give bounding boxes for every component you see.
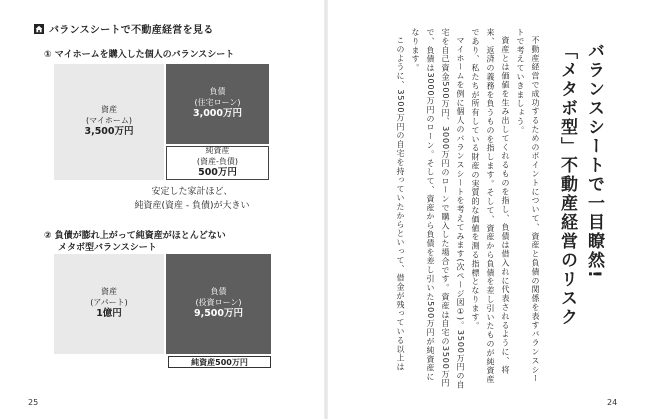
body-text	[367, 28, 543, 390]
book-gutter	[324, 0, 328, 419]
case1-asset-value: 3,500万円	[84, 126, 134, 138]
right-page-number: 24	[607, 398, 618, 407]
left-page-number: 25	[28, 398, 39, 407]
case2-asset-label: 資産 (アパート)	[90, 286, 128, 307]
case2-liability-label: 負債 (投資ローン)	[195, 286, 242, 307]
body-paragraph: 資産とは価値を生み出してくれるものを指し、負債は借入れに代表されるように、将来、返済の義務を負うものを指します。そして、資産から負債を差し引いたものが純資産であり、私たちが所有している財産の実質的な価値を測る指標となります。	[471, 28, 510, 384]
case2-subtitle: メタボ型バランスシート	[58, 243, 157, 253]
case2-net-bar: 純資産500万円	[168, 356, 271, 368]
case1-asset-box	[54, 64, 164, 180]
case1-liability-box	[166, 64, 269, 144]
body-paragraph: マイホームを例に個人のバランスシートを考えてみます(次ページ図①)。3500万円の自宅を自己資金500万円、3000万円のローンで購入した場合です。資産は自宅の3500万円で、負債は3000万円のローン。そして、資産から負債を差し引いた500万円が純資産になります。	[411, 28, 465, 390]
body-paragraph: 不動産経営で成功するためのポイントについて、資産と負債の関係を表すバランスシートで考えていきましょう。	[516, 28, 540, 384]
case1-caption-line2: 純資産(資産 - 負債)が大きい	[134, 200, 250, 211]
case1-net-box	[166, 146, 269, 180]
house-icon	[34, 24, 44, 34]
case1-caption-line1: 安定した家計ほど、	[151, 187, 233, 197]
case2-liability-value: 9,500万円	[193, 308, 244, 320]
case2-title: ② 負債が膨れ上がって純資産がほとんどない	[44, 231, 226, 241]
case1-asset-label: 資産 (マイホーム)	[85, 104, 133, 125]
case2-asset-box	[54, 254, 164, 354]
body-paragraph: このように、3500万円の自宅を持っていたからといって、借金が残っている以上は	[396, 36, 405, 372]
case2-asset-value: 1億円	[96, 308, 122, 320]
section-title: バランスシートで不動産経営を見る	[49, 25, 214, 36]
chapter-title-line2: 「メタボ型」不動産経営のリスク	[557, 42, 577, 327]
case1-title: ① マイホームを購入した個人のバランスシート	[44, 50, 235, 60]
case1-net-label: 純資産 (資産-負債)	[196, 145, 239, 166]
section-header	[34, 21, 214, 36]
chapter-title-line1: バランスシートで一目瞭然!	[584, 42, 604, 280]
case1-liability-label: 負債 (住宅ローン)	[194, 86, 241, 107]
case1-liability-value: 3,000万円	[192, 108, 243, 120]
case2-liability-box	[166, 254, 271, 354]
case1-net-value: 500万円	[198, 167, 237, 179]
case1-caption	[92, 186, 292, 213]
